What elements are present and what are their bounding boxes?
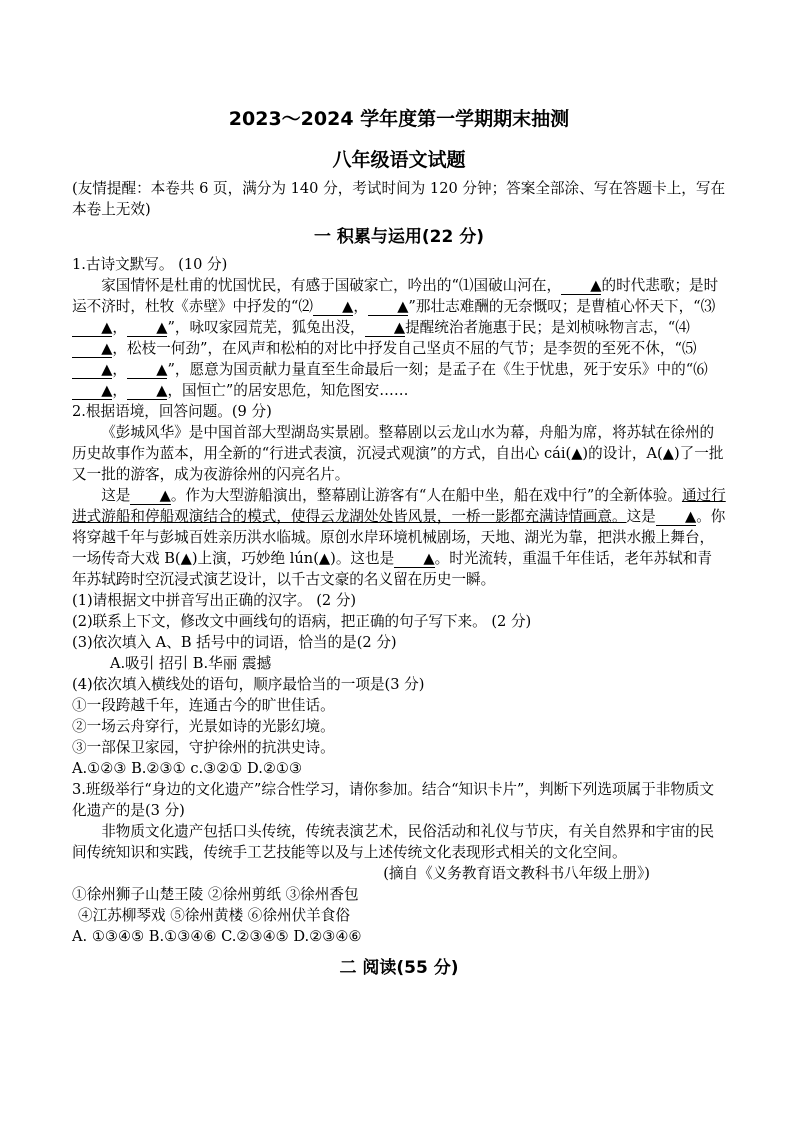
answer-blank: ▲ bbox=[394, 550, 434, 568]
answer-blank: ▲ bbox=[72, 340, 112, 358]
q1-text-part: ， bbox=[353, 298, 368, 315]
q1-text-part: ， bbox=[112, 361, 128, 378]
answer-blank: ▲ bbox=[127, 382, 167, 400]
q3-heading: 3.班级举行“身边的文化遗产”综合性学习，请你参加。结合“知识卡片”，判断下列选项属于非物质文化遗产的是(3 分) bbox=[72, 781, 715, 819]
q2-paragraph-1: 《彭城风华》是中国首部大型湖岛实景剧。整幕剧以云龙山水为幕，舟船为席，将苏轼在徐州的历史故事作为蓝本，用全新的“行进式表演，沉浸式观演”的方式，自出心 cái(▲)的设计，A(▲)了一批又一批的游客，成为夜游徐州的闪亮名片。 bbox=[72, 424, 724, 483]
q1-text-part: ， bbox=[112, 382, 128, 399]
q3-options: A. ①③④⑤ B.①③④⑥ C.②③④⑤ D.②③④⑥ bbox=[72, 928, 362, 945]
q2-text-part: 。时光流转，重温千年佳话，老年苏轼和青年苏轼跨时空沉浸式演艺设计，以千古文豪的名义留在历史一瞬。 bbox=[72, 550, 712, 588]
exam-tip: (友情提醒：本卷共 6 页，满分为 140 分，考试时间为 120 分钟；答案全部涂、写在答题卡上，写在本卷上无效) bbox=[72, 180, 726, 218]
answer-blank: ▲ bbox=[130, 487, 170, 505]
q1-text-part: 提醒统治者施惠于民；是刘桢咏物言志，“⑷ bbox=[405, 319, 690, 336]
exam-title: 2023～2024 学年度第一学期期末抽测 bbox=[228, 108, 570, 130]
q2-text-part: 。作为大型游船演出，整幕剧让游客有“人在船中坐，船在戏中行”的全新体验。 bbox=[170, 487, 682, 504]
q2-text-part: 。你将穿越千年与彭城百姓亲历洪水临城。原创水岸环境机械剧场，天地、湖光为靠，把洪水搬上舞台，一场传奇大戏 B(▲)上演，巧妙绝 lún(▲)。这也是 bbox=[72, 508, 726, 567]
answer-blank: ▲ bbox=[365, 319, 405, 337]
q1-text-part: ，国恒亡”的居安思危，知危图安…… bbox=[167, 382, 409, 399]
answer-blank: ▲ bbox=[313, 298, 353, 316]
answer-blank: ▲ bbox=[72, 319, 112, 337]
q1-text-part: ，松枝一何劲”，在风声和松柏的对比中抒发自己坚贞不屈的气节；是李贺的至死不休，“⑸ bbox=[112, 340, 697, 357]
q2-sub-4: (4)依次填入横线处的语句，顺序最恰当的一项是(3 分) bbox=[72, 676, 425, 693]
q1-text-part: 的时代悲歌；是时运不济时，杜牧《赤壁》中抒发的“⑵ bbox=[72, 277, 719, 315]
q2-text-part: 这是 bbox=[626, 508, 656, 525]
section-1-heading: 一 积累与运用(22 分) bbox=[313, 227, 485, 247]
q2-underlined-sentence: 通过行进式游船和停船观演结合的模式，使得云龙湖处处皆风景，一桥一影都充满诗情画意。 bbox=[72, 487, 726, 525]
q1-text-part: 家国情怀是杜甫的忧国忧民，有感于国破家亡，吟出的“⑴国破山河在， bbox=[101, 277, 562, 294]
q2-sentence-3: ③一部保卫家园，守护徐州的抗洪史诗。 bbox=[72, 739, 335, 756]
q3-items-row-1: ①徐州狮子山楚王陵 ②徐州剪纸 ③徐州香包 bbox=[72, 886, 359, 903]
answer-blank: ▲ bbox=[656, 508, 696, 526]
q1-text bbox=[72, 275, 726, 401]
section-2-heading: 二 阅读(55 分) bbox=[339, 958, 459, 978]
q3-knowledge-card: 非物质文化遗产包括口头传统，传统表演艺术，民俗活动和礼仪与节庆，有关自然界和宇宙的民间传统知识和实践，传统手工艺技能等以及与上述传统文化表现形式相关的文化空间。 bbox=[72, 823, 715, 861]
q1-text-part: ”，愿意为国贡献力量直至生命最后一刻；是孟子在《生于忧患，死于安乐》中的“⑹ bbox=[167, 361, 708, 378]
q2-heading: 2.根据语境，回答问题。(9 分) bbox=[72, 403, 272, 420]
q2-text-part: 这是 bbox=[101, 487, 131, 504]
q2-sub-1: (1)请根据文中拼音写出正确的汉字。 (2 分) bbox=[72, 592, 357, 609]
q1-text-part: ”，咏叹家园荒芜，狐兔出没， bbox=[167, 319, 365, 336]
q2-sub-4-options: A.①②③ B.②③① c.③②① D.②①③ bbox=[72, 760, 303, 777]
exam-subtitle: 八年级语文试题 bbox=[332, 149, 466, 171]
answer-blank: ▲ bbox=[561, 277, 601, 295]
q2-sentence-1: ①一段跨越千年，连通古今的旷世佳话。 bbox=[72, 697, 335, 714]
q2-sentence-2: ②一场云舟穿行，光景如诗的光影幻境。 bbox=[72, 718, 335, 735]
answer-blank: ▲ bbox=[127, 319, 167, 337]
q2-sub-2: (2)联系上下文，修改文中画线句的语病，把正确的句子写下来。 (2 分) bbox=[72, 613, 532, 630]
exam-page bbox=[72, 104, 726, 985]
answer-blank: ▲ bbox=[368, 298, 408, 316]
q1-text-part: ”那壮志难酬的无奈慨叹；是曹植心怀天下，“⑶ bbox=[408, 298, 716, 315]
q2-sub-3: (3)依次填入 A、B 括号中的词语，恰当的是(2 分) bbox=[72, 634, 397, 651]
q2-sub-3-options: A.吸引 招引 B.华丽 震撼 bbox=[109, 655, 272, 672]
answer-blank: ▲ bbox=[72, 382, 112, 400]
q1-text-part: ， bbox=[112, 319, 128, 336]
q1-heading: 1.古诗文默写。 (10 分) bbox=[72, 256, 228, 273]
q3-source: (摘自《义务教育语文教科书八年级上册》) bbox=[383, 865, 650, 882]
answer-blank: ▲ bbox=[127, 361, 167, 379]
answer-blank: ▲ bbox=[72, 361, 112, 379]
q2-paragraph-2 bbox=[72, 485, 726, 590]
q3-items-row-2: ④江苏柳琴戏 ⑤徐州黄楼 ⑥徐州伏羊食俗 bbox=[78, 907, 350, 924]
